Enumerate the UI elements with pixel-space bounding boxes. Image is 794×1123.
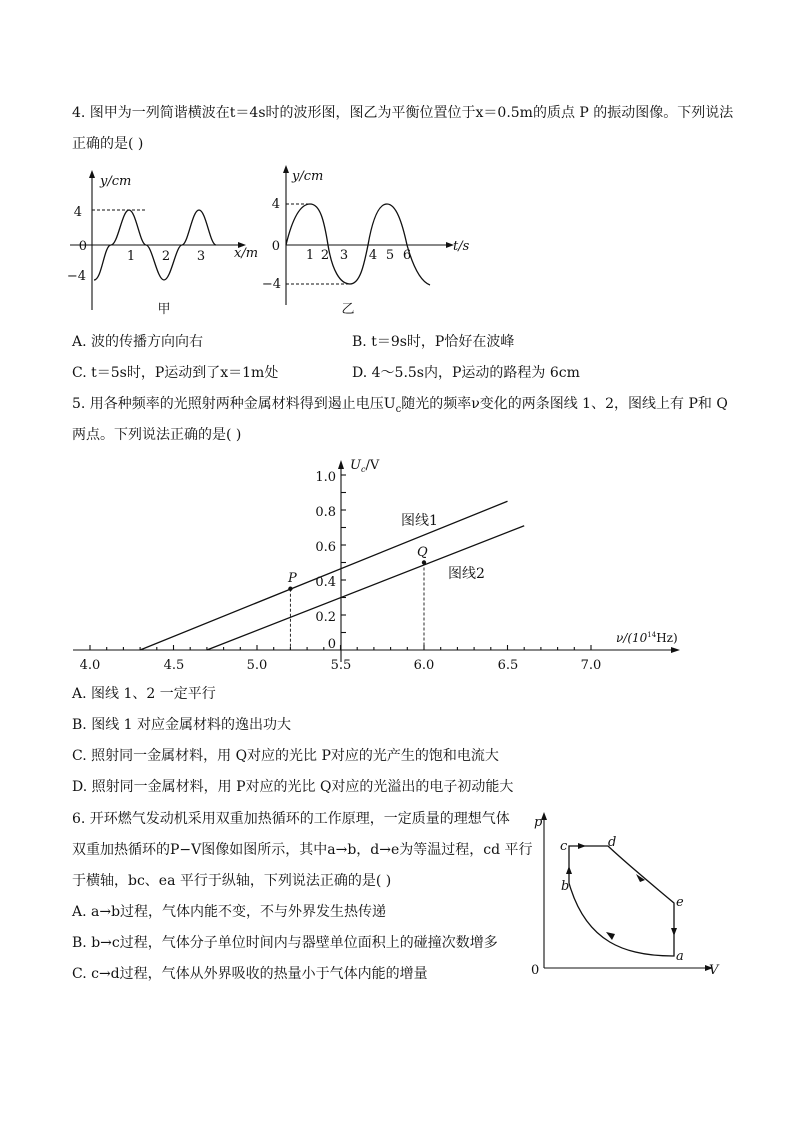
q5-ytick-0.4: 0.4 xyxy=(315,575,336,590)
q5-ylabel-sub: c xyxy=(360,465,366,474)
q5-series-line2 xyxy=(207,526,524,650)
q5-xlabel xyxy=(616,631,678,645)
q5-xlabel-sup: 14 xyxy=(647,631,657,639)
q5-ytick-0: 0 xyxy=(327,637,336,652)
q4a-ytick-4: 4 xyxy=(73,205,82,220)
q6-option-c[interactable]: C. c→d过程，气体从外界吸收的热量小于气体内能的增量 xyxy=(72,966,428,982)
q5-option-a[interactable]: A. 图线 1、2 一定平行 xyxy=(72,686,216,702)
q4b-ytick-m4: −4 xyxy=(262,277,281,292)
q5-stem-part2: 随光的频率ν变化的两条图线 1、2，图线上有 P和 Q xyxy=(401,396,728,412)
q5-xlabel-tail: Hz) xyxy=(656,631,678,645)
q6-point-d: d xyxy=(608,835,617,850)
q4a-xtick-1: 1 xyxy=(126,249,136,264)
q6-option-b[interactable]: B. b→c过程，气体分子单位时间内与器壁单位面积上的碰撞次数增多 xyxy=(72,935,498,951)
q5-stem-part1: 5. 用各种频率的光照射两种金属材料得到遏止电压U xyxy=(72,396,396,412)
q5-point-q-label: Q xyxy=(417,545,428,560)
q4b-xtick-5: 5 xyxy=(385,248,395,263)
q4b-xtick-2: 2 xyxy=(320,248,330,263)
q5-option-b[interactable]: B. 图线 1 对应金属材料的逸出功大 xyxy=(72,717,291,733)
q4-figure-vibration xyxy=(262,160,492,320)
q4b-caption: 乙 xyxy=(341,302,355,317)
q4b-ytick-0: 0 xyxy=(271,239,280,254)
q5-line1-label: 图线1 xyxy=(401,513,438,529)
q4a-ytick-0: 0 xyxy=(78,239,87,254)
q5-x-tick-marks xyxy=(90,645,591,650)
q5-ylabel-unit: /V xyxy=(365,458,380,473)
q5-stem-line2: 两点。下列说法正确的是( ) xyxy=(72,427,242,443)
q5-ytick-0.8: 0.8 xyxy=(315,505,336,520)
q4-option-c[interactable]: C. t＝5s时，P运动到了x＝1m处 xyxy=(72,365,279,381)
q5-y-tick-marks xyxy=(341,475,346,633)
q5-point-p-label: P xyxy=(288,571,297,586)
q5-x-arrow xyxy=(671,647,680,653)
q4-option-b[interactable]: B. t＝9s时，P恰好在波峰 xyxy=(352,334,515,350)
q6-point-a: a xyxy=(676,949,684,964)
q5-line2-label: 图线2 xyxy=(448,566,485,582)
q5-stem-sub: c xyxy=(395,403,402,415)
q5-xtick-4.5: 4.5 xyxy=(163,658,185,673)
q6-point-e: e xyxy=(676,895,684,910)
q6-pv-diagram xyxy=(526,808,726,978)
q4b-ytick-4: 4 xyxy=(271,197,280,212)
q4b-y-arrow xyxy=(283,165,289,173)
q5-xtick-7.0: 7.0 xyxy=(580,658,602,673)
q4a-y-arrow xyxy=(89,170,95,178)
q5-xtick-5.0: 5.0 xyxy=(246,658,268,673)
q5-photoelectric-chart xyxy=(60,452,700,677)
q6-stem-line1: 6. 开环燃气发动机采用双重加热循环的工作原理，一定质量的理想气体 xyxy=(72,811,510,827)
q6-ylabel: p xyxy=(534,815,543,830)
q4b-xtick-6: 6 xyxy=(402,248,412,263)
q6-arrow-ab xyxy=(606,932,615,940)
q4a-xtick-3: 3 xyxy=(196,249,206,264)
q5-y-arrow xyxy=(338,460,344,469)
q5-option-c[interactable]: C. 照射同一金属材料，用 Q对应的光比 P对应的光产生的饱和电流大 xyxy=(72,748,499,764)
q6-arrow-cd xyxy=(578,843,586,849)
q5-stem-line1 xyxy=(72,394,728,420)
q4-stem-line2: 正确的是( ) xyxy=(72,136,144,152)
q4b-ylabel: y/cm xyxy=(292,169,324,184)
q4b-xtick-1: 1 xyxy=(305,248,315,263)
q5-option-d[interactable]: D. 照射同一金属材料，用 P对应的光比 Q对应的光溢出的电子初动能大 xyxy=(72,779,514,795)
q4a-caption: 甲 xyxy=(157,302,171,317)
q4-stem-line1: 4. 图甲为一列简谐横波在t＝4s时的波形图，图乙为平衡位置位于x＝0.5m的质点 P 的振动图像。下列说法 xyxy=(72,105,734,121)
q5-xtick-6.0: 6.0 xyxy=(413,658,435,673)
q6-arrow-ea xyxy=(671,928,677,936)
q4a-xlabel: x/m xyxy=(234,246,259,261)
q6-xlabel: V xyxy=(709,963,719,978)
q6-arrow-bc xyxy=(566,866,572,874)
q4a-xtick-2: 2 xyxy=(161,249,171,264)
q4-option-a[interactable]: A. 波的传播方向向右 xyxy=(72,334,204,350)
q5-point-q xyxy=(422,560,426,564)
q5-ytick-1.0: 1.0 xyxy=(315,470,336,485)
q5-ytick-0.6: 0.6 xyxy=(315,540,336,555)
q5-ylabel xyxy=(350,458,380,474)
q4b-xlabel: t/s xyxy=(453,239,470,254)
q6-cycle-path xyxy=(569,846,674,956)
q6-point-b: b xyxy=(561,879,570,894)
q5-ytick-0.2: 0.2 xyxy=(315,610,336,625)
q6-stem-line3: 于横轴，bc、ea 平行于纵轴，下列说法正确的是( ) xyxy=(72,873,392,889)
q4-option-d[interactable]: D. 4～5.5s内，P运动的路程为 6cm xyxy=(352,365,580,381)
q5-ylabel-u: U xyxy=(350,458,361,473)
q4a-ylabel: y/cm xyxy=(100,174,132,189)
q5-xlabel-nu: ν/(10 xyxy=(616,631,648,645)
q4b-xtick-3: 3 xyxy=(339,248,349,263)
q4a-ytick-m4: −4 xyxy=(66,269,86,284)
q6-point-c: c xyxy=(560,839,568,854)
q5-xtick-6.5: 6.5 xyxy=(497,658,519,673)
q6-option-a[interactable]: A. a→b过程，气体内能不变，不与外界发生热传递 xyxy=(72,904,387,920)
q6-stem-line2: 双重加热循环的P−V图像如图所示，其中a→b，d→e为等温过程，cd 平行 xyxy=(72,842,533,858)
q5-point-p xyxy=(288,587,292,591)
q5-xtick-4.0: 4.0 xyxy=(79,658,101,673)
q4b-xtick-4: 4 xyxy=(368,248,378,263)
q4-figure-wave xyxy=(62,165,272,320)
q5-xtick-5.5: 5.5 xyxy=(330,658,352,673)
q6-origin: 0 xyxy=(531,963,540,978)
